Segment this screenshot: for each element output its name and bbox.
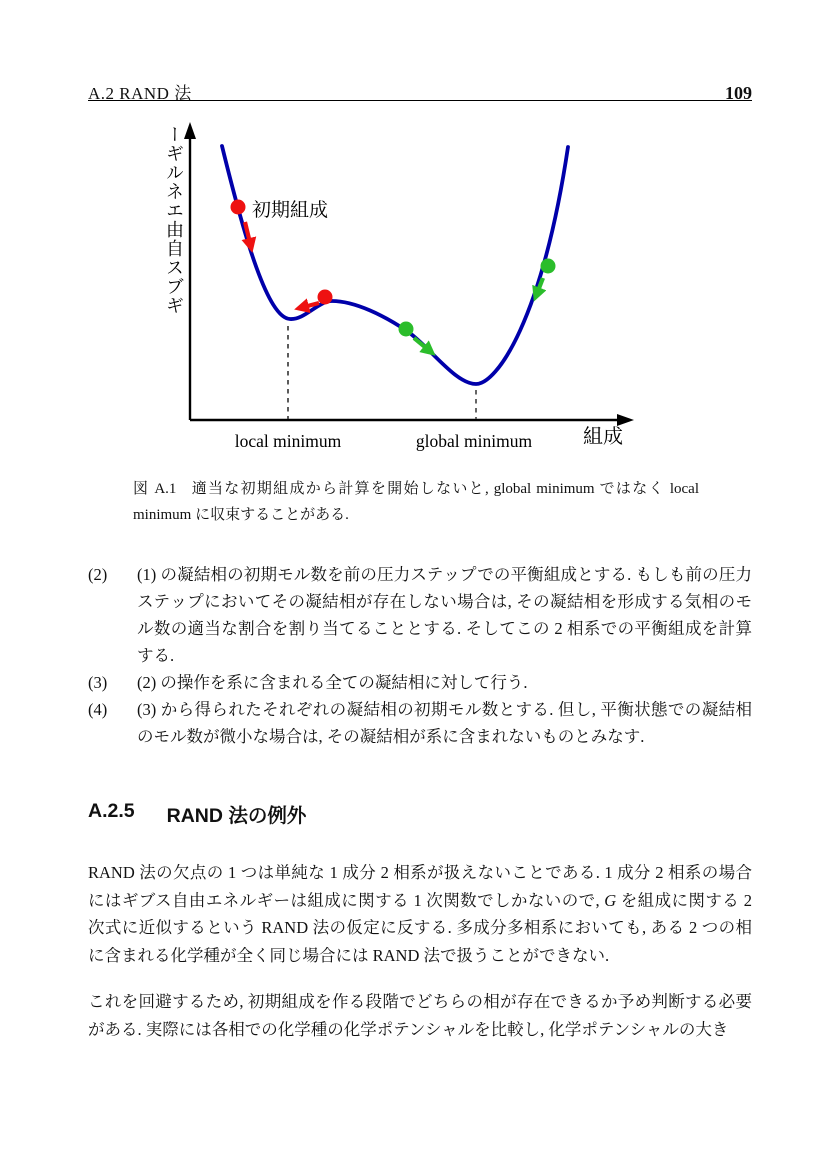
x-axis-arrowhead-icon	[617, 414, 634, 426]
figure-a1	[0, 0, 826, 475]
green-dot-right-slope	[541, 259, 556, 274]
y-axis-label: ーギルネエ由自スブギ	[164, 125, 184, 315]
figure-caption	[133, 477, 699, 528]
list-item-number: (4)	[88, 700, 108, 719]
section-number: A.2.5	[88, 800, 135, 822]
global-minimum-label: global minimum	[415, 431, 533, 451]
x-axis-title: 組成	[583, 426, 623, 448]
math-variable-G: G	[604, 890, 617, 910]
list-item-text: (3) から得られたそれぞれの凝結相の初期モル数とする. 但し, 平衡状態での凝結相のモル数が微小な場合は, その凝結相が系に含まれないものとみなす.	[137, 700, 752, 746]
figure-caption-tag: 図 A.1	[133, 481, 177, 497]
initial-composition-label: 初期組成	[252, 200, 329, 221]
section-heading	[88, 800, 306, 828]
list-item-text: (1) の凝結相の初期モル数を前の圧力ステップでの平衡組成とする. もしも前の圧力ステップにおいてその凝結相が存在しない場合は, その凝結相を形成する気相のモル数の適当な割合を割り当てることとする. そしてこの 2 相系での平衡組成を計算する.	[137, 565, 753, 665]
green-dot-slope	[399, 322, 414, 337]
body-paragraph-1	[88, 859, 752, 969]
page-number: 109	[725, 83, 752, 103]
figure-caption-text: 適当な初期組成から計算を開始しないと, global minimum ではなく local minimum に収束することがある.	[133, 481, 699, 523]
red-arrow-icon	[245, 222, 251, 247]
gibbs-energy-chart	[0, 0, 826, 470]
paragraph-text: を組成に関する 2 次式に近似するという RAND 法の仮定に反する. 多成分多相系においても, ある 2 つの相に含まれる化学種が全く同じ場合には RAND 法で扱うことができない.	[88, 890, 753, 965]
list-item	[88, 669, 752, 696]
gibbs-energy-curve	[222, 146, 568, 384]
list-item	[88, 696, 752, 750]
list-item-number: (2)	[88, 565, 108, 584]
list-item-number: (3)	[88, 673, 108, 692]
paragraph-text: RAND 法の欠点の 1 つは単純な 1 成分 2 相系が扱えないことである. 1 成分 2 相系の場合にはギブス自由エネルギーは組成に関する 1 次関数でしかないので,	[88, 863, 752, 910]
initial-composition-dot	[231, 200, 246, 215]
section-title: RAND 法の例外	[166, 805, 307, 827]
list-item-text: (2) の操作を系に含まれる全ての凝結相に対して行う.	[137, 673, 528, 692]
header-section-title: A.2 RAND 法	[88, 84, 192, 103]
procedure-list	[88, 561, 752, 750]
local-minimum-label: local minimum	[234, 431, 342, 451]
green-arrow-downright-icon	[414, 338, 431, 352]
list-item	[88, 561, 752, 669]
body-paragraph-2: これを回避するため, 初期組成を作る段階でどちらの相が存在できるか予め判断する必要がある. 実際には各相での化学種の化学ポテンシャルを比較し, 化学ポテンシャルの大き	[88, 992, 752, 1039]
red-dot-local-max	[318, 290, 333, 305]
